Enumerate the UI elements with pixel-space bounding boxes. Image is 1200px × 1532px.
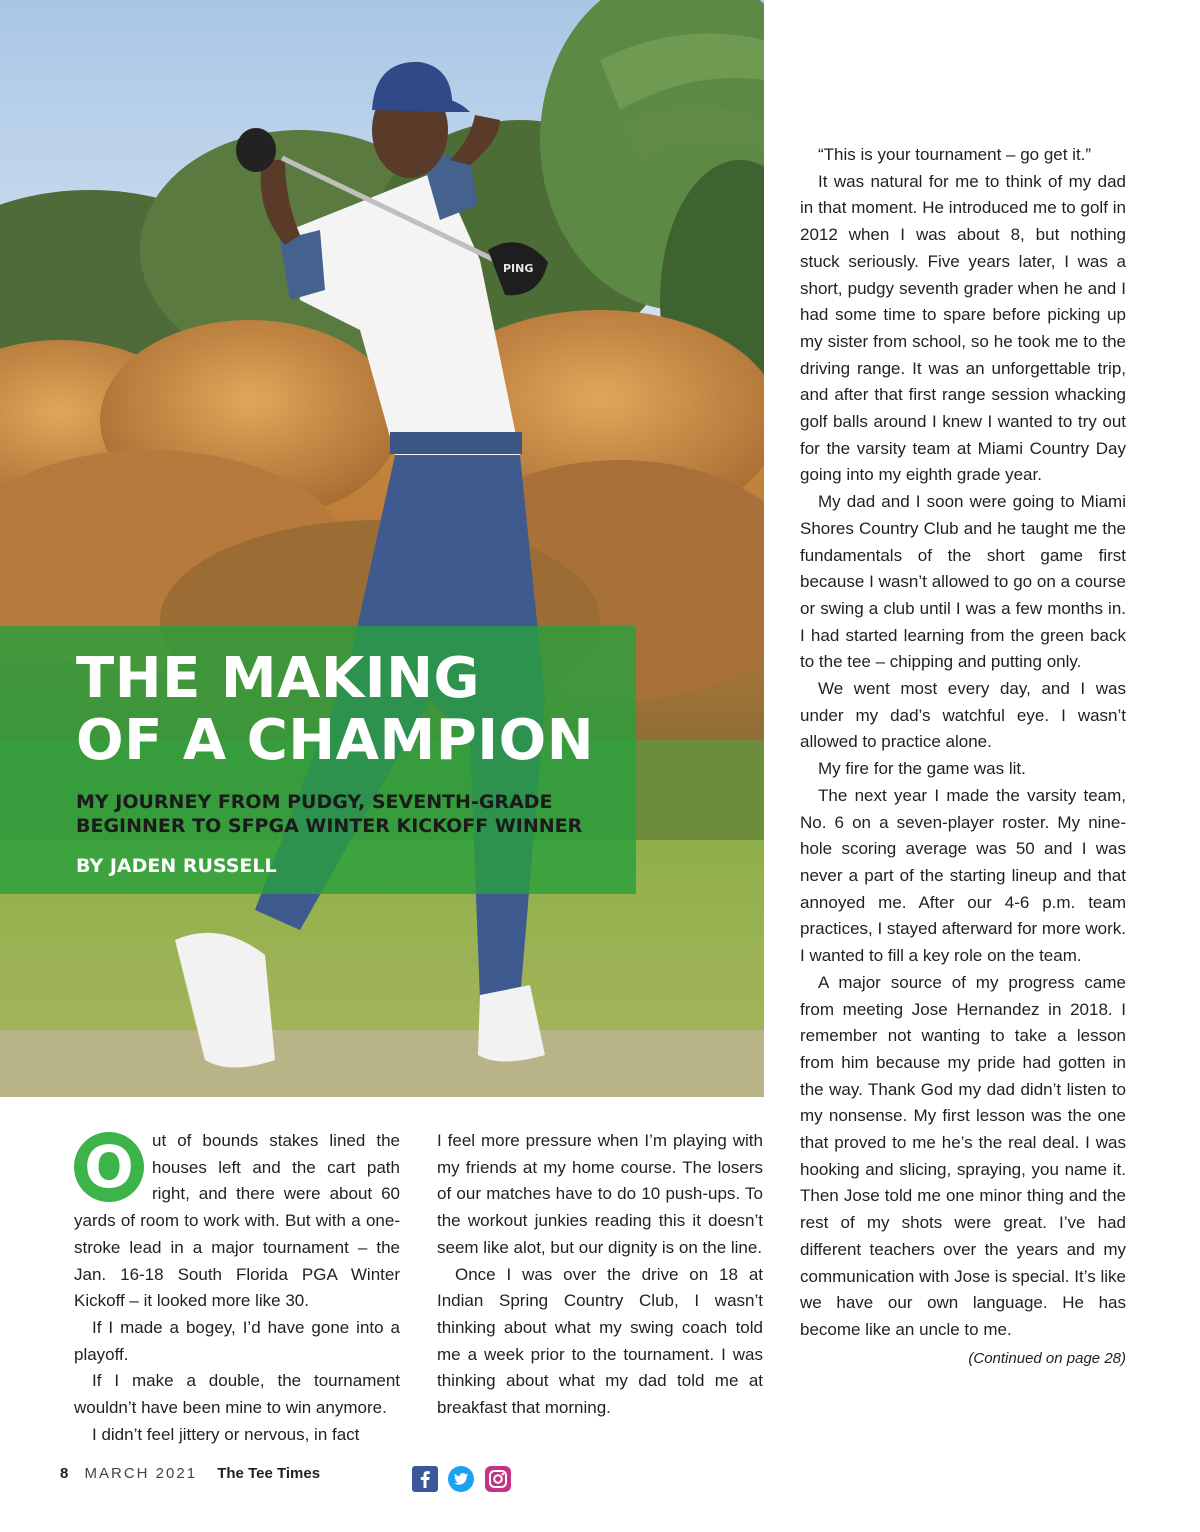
paragraph: My fire for the game was lit. (818, 759, 1026, 779)
social-links (412, 1466, 517, 1494)
article-subhead (76, 790, 582, 838)
headline-line-2: OF A CHAMPION (76, 708, 595, 773)
subhead-line-1: MY JOURNEY FROM PUDGY, SEVENTH-GRADE (76, 791, 553, 813)
paragraph (74, 1128, 400, 1315)
headline-line-1: THE MAKING (76, 646, 480, 711)
article-column-1 (74, 1128, 400, 1448)
paragraph: My dad and I soon were going to Miami Shores Country Club and he taught me the fundamentals of the short game first because I wasn’t allowed to go on a course or swing a club until I was a few months in. I had started learning from the green back to the tee – chipping and putting only. (800, 492, 1126, 672)
subhead-line-2: BEGINNER TO SFPGA WINTER KICKOFF WINNER (76, 815, 583, 837)
byline: BY JADEN RUSSELL (76, 855, 277, 877)
twitter-icon[interactable] (448, 1466, 474, 1492)
issue-date: MARCH 2021 (84, 1465, 198, 1483)
paragraph: A major source of my progress came from meeting Jose Hernandez in 2018. I remember not wanting to take a lesson from him because my pride had gotten in the way. Thank God my dad didn’t listen to my nonsense. My first lesson was the one that proved to me he’s the real deal. I was hooking and slicing, spraying, you name it. Then Jose told me one minor thing and the rest of my shots were great. I’ve had different teachers over the years and my communication with Jose is special. It’s like we have our own language. He has become like an uncle to me. (800, 972, 1126, 1339)
article-column-2 (437, 1128, 763, 1422)
facebook-icon[interactable] (412, 1466, 438, 1492)
paragraph: “This is your tournament – go get it.” (818, 145, 1092, 164)
paragraph: We went most every day, and I was under my dad’s watchful eye. I wasn’t allowed to practice alone. (800, 679, 1126, 752)
paragraph-text: ut of bounds stakes lined the houses left and the cart path right, and there were about 60 yards of room to work with. But with a one-stroke lead in a major tournament – the Jan. 16-18 South Florida PGA Winter Kickoff – it looked more like 30. (74, 1131, 400, 1311)
paragraph: If I made a bogey, I’d have gone into a playoff. (74, 1317, 400, 1364)
paragraph: It was natural for me to think of my dad in that moment. He introduced me to golf in 2012 when I was about 8, but nothing stuck seriously. Five years later, I was a short, pudgy seventh grader when he and I had some time to spare before picking up my sister from school, so he took me to the driving range. It was an unforgettable trip, and after that first range session whacking golf balls around I knew I wanted to try out for the varsity team at Miami Country Day going into my eighth grade year. (800, 171, 1126, 485)
paragraph: If I make a double, the tournament wouldn’t have been mine to win anymore. (74, 1371, 400, 1418)
paragraph: The next year I made the varsity team, No. 6 on a seven-player roster. My nine-hole scoring average was 50 and I was never a part of the starting lineup and that annoyed me. After our 4-6 p.m. team practices, I stayed afterward for more work. I wanted to fill a key role on the team. (800, 785, 1126, 966)
article-column-3 (800, 142, 1126, 1372)
page-footer (60, 1462, 320, 1486)
drop-cap: O (74, 1132, 144, 1202)
hero-photo (0, 0, 764, 1097)
paragraph: Once I was over the drive on 18 at Indian Spring Country Club, I wasn’t thinking about what my swing coach told me a week prior to the tournament. I was thinking about what my dad told me at breakfast that morning. (437, 1264, 763, 1418)
paragraph: I didn’t feel jittery or nervous, in fact (92, 1424, 360, 1444)
page-number: 8 (60, 1465, 69, 1483)
publication-name: The Tee Times (217, 1465, 321, 1483)
paragraph: I feel more pressure when I’m playing with my friends at my home course. The losers of our matches have to do 10 push-ups. To the workout junkies reading this it doesn’t seem like alot, but our dignity is on the line. (437, 1131, 763, 1257)
continued-note: (Continued on page 28) (968, 1349, 1126, 1367)
club-brand-text: PING (503, 262, 534, 275)
instagram-icon[interactable] (485, 1466, 511, 1492)
article-headline (76, 648, 594, 772)
